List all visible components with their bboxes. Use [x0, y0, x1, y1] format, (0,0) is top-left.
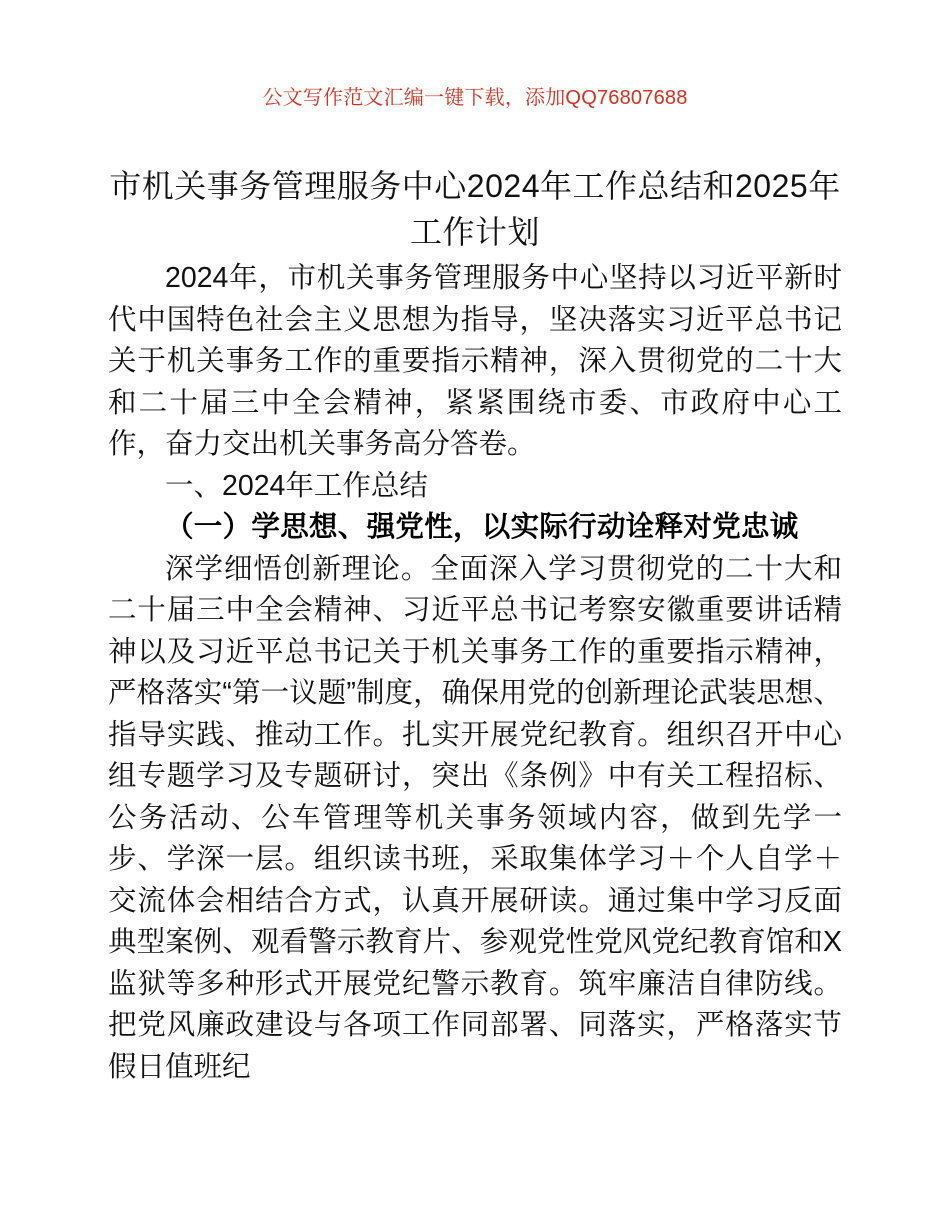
document-body — [108, 258, 842, 1088]
page-title-line-2: 2025年工作计划 — [409, 168, 841, 250]
page-title-line-1: 市机关事务管理服务中心2024年工作总结和 — [109, 168, 735, 204]
subsection-heading-one: （一）学思想、强党性，以实际行动诠释对党忠诚 — [165, 511, 799, 543]
subsection-one-paragraph: 深学细悟创新理论。全面深入学习贯彻党的二十大和二十届三中全会精神、习近平总书记考察安徽重要讲话精神以及习近平总书记关于机关事务工作的重要指示精神，严格落实“第一议题”制度，确保用党的创新理论武装思想、指导实践、推动工作。扎实开展党纪教育。组织召开中心组专题学习及专题研讨，突出《条例》中有关工程招标、公务活动、公车管理等机关事务领域内容，做到先学一步、学深一层。组织读书班，采取集体学习＋个人自学＋交流体会相结合方式，认真开展研读。通过集中学习反面典型案例、观看警示教育片、参观党性党风党纪教育馆和X监狱等多种形式开展党纪警示教育。筑牢廉洁自律防线。把党风廉政建设与各项工作同部署、同落实，严格落实节假日值班纪 — [108, 552, 842, 1083]
promo-header-text: 公文写作范文汇编一键下载，添加QQ76807688 — [262, 87, 688, 109]
section-heading-one: 一、2024年工作总结 — [165, 469, 428, 502]
page-title — [108, 163, 842, 255]
intro-paragraph: 2024年，市机关事务管理服务中心坚持以习近平新时代中国特色社会主义思想为指导，坚决落实习近平总书记关于机关事务工作的重要指示精神，深入贯彻党的二十大和二十届三中全会精神，紧紧围绕市委、市政府中心工作，奋力交出机关事务高分答卷。 — [108, 262, 842, 460]
